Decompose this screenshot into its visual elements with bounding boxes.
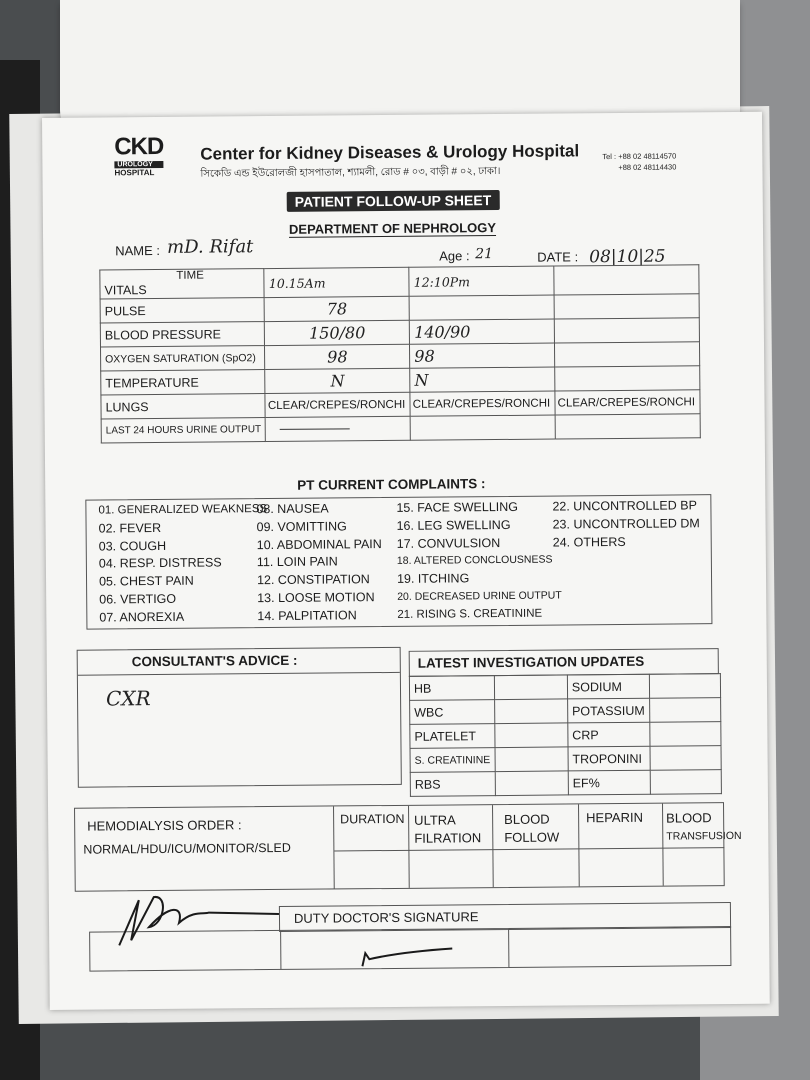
investigation-value bbox=[649, 722, 721, 747]
investigations-table bbox=[409, 673, 722, 797]
time-value-3 bbox=[554, 265, 699, 295]
complaint-item: 14. PALPITATION bbox=[257, 608, 357, 623]
complaint-item: 16. LEG SWELLING bbox=[396, 517, 511, 533]
ultra-filtration-label bbox=[414, 811, 481, 848]
date-label: DATE : bbox=[537, 249, 579, 265]
time-value-2: 12:10Pm bbox=[409, 266, 554, 296]
complaint-item: 04. RESP. DISTRESS bbox=[98, 555, 222, 571]
investigation-label: PLATELET bbox=[410, 724, 495, 749]
complaints-box bbox=[85, 494, 712, 629]
lungs-value-3: CLEAR/CREPES/RONCHI bbox=[555, 390, 700, 415]
temperature-value-3 bbox=[555, 366, 700, 391]
vitals-row-label: LUNGS bbox=[101, 394, 266, 419]
logo-text: CKD bbox=[114, 132, 164, 161]
pulse-value-2 bbox=[409, 295, 554, 320]
investigation-label: HB bbox=[409, 676, 494, 701]
age-label: Age : bbox=[439, 248, 470, 264]
vitals-row-label: TEMPERATURE bbox=[101, 370, 266, 395]
complaint-item: 03. COUGH bbox=[98, 538, 167, 554]
complaint-item: 18. ALTERED CONCLOUSNESS bbox=[396, 553, 553, 568]
spo2-value-1: 98 bbox=[265, 344, 410, 369]
grid-divider bbox=[334, 847, 724, 851]
investigation-label: S. CREATININE bbox=[410, 748, 495, 773]
complaint-item: 22. UNCONTROLLED BP bbox=[552, 498, 697, 514]
blood-follow-label bbox=[504, 811, 559, 847]
investigation-row bbox=[410, 746, 721, 773]
investigation-label: CRP bbox=[568, 722, 650, 747]
complaint-item: 09. VOMITTING bbox=[256, 519, 347, 534]
investigation-row bbox=[409, 674, 720, 701]
signature-label: DUTY DOCTOR'S SIGNATURE bbox=[293, 909, 479, 926]
vitals-row-label: LAST 24 HOURS URINE OUTPUT bbox=[101, 418, 266, 443]
complaint-item: 05. CHEST PAIN bbox=[98, 573, 194, 589]
complaint-item: 24. OTHERS bbox=[552, 534, 626, 550]
investigation-row bbox=[410, 770, 721, 797]
complaints-title: PT CURRENT COMPLAINTS : bbox=[297, 476, 486, 493]
urine-value-2 bbox=[410, 415, 555, 440]
lungs-value-2: CLEAR/CREPES/RONCHI bbox=[410, 391, 555, 416]
time-value-1: 10.15Am bbox=[264, 267, 409, 297]
pulse-value-3 bbox=[554, 294, 699, 319]
complaint-item: 02. FEVER bbox=[98, 520, 162, 536]
investigation-label: EF% bbox=[568, 770, 650, 795]
time-label: TIME bbox=[176, 269, 204, 282]
consultant-advice-title: CONSULTANT'S ADVICE : bbox=[78, 648, 400, 676]
complaint-item: 06. VERTIGO bbox=[99, 591, 177, 607]
bp-value-1: 150/80 bbox=[265, 320, 410, 345]
complaint-item: 01. GENERALIZED WEAKNESS bbox=[98, 503, 268, 517]
tel-1: Tel : +88 02 48114570 bbox=[602, 151, 677, 162]
signature-section bbox=[89, 902, 730, 976]
complaint-item: 10. ABDOMINAL PAIN bbox=[256, 536, 382, 552]
grid-col bbox=[492, 805, 494, 887]
complaint-item: 23. UNCONTROLLED DM bbox=[552, 516, 700, 532]
investigation-value bbox=[494, 723, 567, 748]
investigation-label: TROPONINI bbox=[568, 746, 650, 771]
urine-value-3 bbox=[555, 414, 700, 439]
vitals-header-cell bbox=[100, 269, 265, 299]
grid-col bbox=[578, 804, 580, 886]
vitals-row-label: BLOOD PRESSURE bbox=[100, 322, 265, 347]
sig-col bbox=[508, 929, 509, 967]
complaint-item: 21. RISING S. CREATININE bbox=[397, 607, 543, 621]
consultant-advice-text: CXR bbox=[105, 686, 151, 711]
second-signature-mark bbox=[357, 940, 457, 971]
investigation-row bbox=[410, 698, 721, 725]
investigation-row bbox=[410, 722, 721, 749]
hospital-name: Center for Kidney Diseases & Urology Hospital bbox=[200, 141, 580, 164]
logo-sub-hospital: HOSPITAL bbox=[114, 168, 155, 178]
investigation-label: WBC bbox=[410, 700, 495, 725]
ultra-line-2: FILRATION bbox=[414, 830, 482, 846]
age-value: 21 bbox=[475, 246, 494, 263]
sheet-title: PATIENT FOLLOW-UP SHEET bbox=[287, 190, 500, 212]
vitals-table bbox=[99, 264, 700, 443]
tel-2: +88 02 48114430 bbox=[618, 162, 677, 172]
hospital-name-bengali: সিকেডি এন্ড ইউরোলজী হাসপাতাল, শ্যামলী, রোড # ০৩, বাড়ী # ০২, ঢাকা। bbox=[200, 166, 501, 180]
hospital-telephone bbox=[602, 150, 676, 173]
bp-value-2: 140/90 bbox=[410, 319, 555, 344]
hospital-logo bbox=[114, 133, 163, 177]
vitals-row-label: OXYGEN SATURATION (SpO2) bbox=[101, 346, 266, 371]
complaint-item: 15. FACE SWELLING bbox=[396, 499, 519, 515]
transfusion-line-1: BLOOD bbox=[666, 810, 712, 826]
hemodialysis-grid bbox=[333, 803, 742, 888]
spo2-value-3 bbox=[555, 342, 700, 367]
transfusion-line-2: TRANSFUSION bbox=[666, 829, 742, 843]
complaints-col-3 bbox=[396, 498, 562, 624]
blood-transfusion-label bbox=[666, 809, 742, 846]
complaint-item: 19. ITCHING bbox=[396, 571, 470, 587]
dash-mark bbox=[280, 428, 350, 430]
investigation-value bbox=[649, 674, 721, 699]
investigation-label: SODIUM bbox=[567, 674, 649, 699]
investigation-value bbox=[649, 698, 721, 723]
investigations-panel bbox=[409, 648, 720, 797]
complaint-item: 13. LOOSE MOTION bbox=[257, 590, 375, 606]
investigation-value bbox=[650, 770, 722, 795]
duration-label: DURATION bbox=[340, 811, 405, 827]
investigation-label: RBS bbox=[410, 772, 495, 797]
ultra-line-1: ULTRA bbox=[414, 812, 456, 828]
pulse-value-1: 78 bbox=[264, 296, 409, 321]
grid-col bbox=[408, 806, 410, 888]
grid-col bbox=[662, 804, 664, 886]
spo2-value-2: 98 bbox=[410, 343, 555, 368]
complaint-item: 07. ANOREXIA bbox=[99, 609, 185, 625]
blood-line-1: BLOOD bbox=[504, 811, 550, 827]
department: DEPARTMENT OF NEPHROLOGY bbox=[288, 220, 497, 237]
name-value: mD. Rifat bbox=[167, 236, 254, 258]
bp-value-3 bbox=[554, 318, 699, 343]
investigation-label: POTASSIUM bbox=[567, 698, 649, 723]
consultant-advice-box bbox=[77, 647, 402, 788]
hemodialysis-label: HEMODIALYSIS ORDER : bbox=[87, 817, 242, 834]
name-label: NAME : bbox=[115, 242, 161, 259]
logo-sub-urology: UROLOGY bbox=[114, 161, 163, 168]
temperature-value-1: N bbox=[265, 368, 410, 393]
investigation-value bbox=[495, 747, 568, 772]
vitals-row-label: PULSE bbox=[100, 298, 265, 323]
investigations-title: LATEST INVESTIGATION UPDATES bbox=[409, 648, 719, 677]
blood-line-2: FOLLOW bbox=[504, 829, 560, 845]
heparin-label: HEPARIN bbox=[586, 809, 644, 826]
complaint-item: 17. CONVULSION bbox=[396, 535, 501, 551]
urine-value-1 bbox=[266, 416, 411, 441]
hemodialysis-modes: NORMAL/HDU/ICU/MONITOR/SLED bbox=[83, 840, 291, 857]
investigation-value bbox=[495, 771, 568, 796]
complaints-col-2 bbox=[256, 500, 382, 626]
lungs-value-1: CLEAR/CREPES/RONCHI bbox=[265, 392, 410, 417]
investigation-value bbox=[494, 675, 567, 700]
complaint-item: 11. LOIN PAIN bbox=[256, 554, 338, 570]
complaints-col-1 bbox=[98, 501, 268, 627]
complaint-item: 08. NAUSEA bbox=[256, 501, 329, 517]
complaints-col-4 bbox=[552, 497, 700, 552]
doctor-signature-mark bbox=[109, 884, 290, 956]
investigation-value bbox=[494, 699, 567, 724]
hemodialysis-box bbox=[74, 802, 742, 892]
investigation-value bbox=[650, 746, 722, 771]
vitals-row bbox=[101, 414, 700, 443]
vitals-label: VITALS bbox=[104, 283, 147, 298]
complaint-item: 20. DECREASED URINE OUTPUT bbox=[397, 589, 562, 603]
date-value: 08|10|25 bbox=[589, 246, 666, 268]
complaint-item: 12. CONSTIPATION bbox=[256, 572, 370, 588]
temperature-value-2: N bbox=[410, 367, 555, 392]
follow-up-sheet bbox=[42, 112, 770, 1010]
